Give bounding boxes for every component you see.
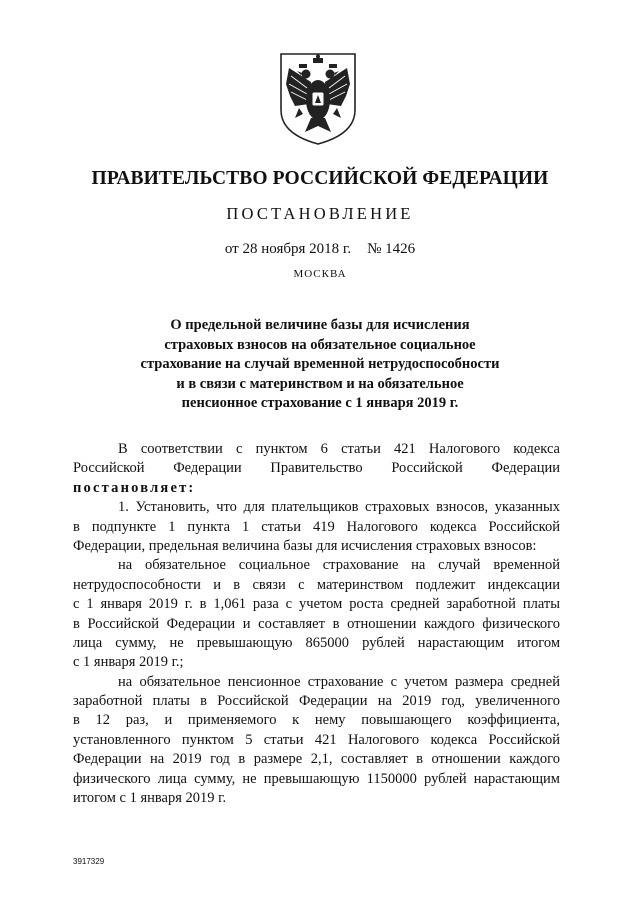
body-line: в Российской Федерации и составляет в отношении каждого физического bbox=[73, 615, 560, 632]
document-date-line bbox=[0, 241, 640, 258]
body-line: с 1 января 2019 г. в 1,061 раза с учетом роста средней заработной платы bbox=[73, 596, 560, 613]
body-line: лица сумму, не превышающую 865000 рублей нарастающим итогом bbox=[73, 634, 560, 651]
government-title: ПРАВИТЕЛЬСТВО РОССИЙСКОЙ ФЕДЕРАЦИИ bbox=[91, 168, 549, 189]
body-line-decree: постановляет: bbox=[73, 479, 196, 496]
body-line: с 1 января 2019 г.; bbox=[73, 654, 184, 671]
body-line: Федерации, предельная величина базы для исчисления страховых взносов: bbox=[73, 537, 537, 554]
body-line: итогом с 1 января 2019 г. bbox=[73, 790, 227, 807]
document-body bbox=[73, 440, 560, 808]
body-line: физического лица сумму, не превышающую 1150000 рублей нарастающим bbox=[73, 770, 560, 787]
subject-line: страхование на случай временной нетрудоспособности bbox=[140, 356, 500, 372]
body-line: В соответствии с пунктом 6 статьи 421 Налогового кодекса bbox=[118, 441, 560, 457]
document-subject bbox=[0, 316, 640, 414]
subject-line: пенсионное страхование с 1 января 2019 г. bbox=[181, 395, 459, 411]
document-type: ПОСТАНОВЛЕНИЕ bbox=[226, 204, 414, 223]
body-line: заработной платы в Российской Федерации на 2019 год, увеличенного bbox=[73, 693, 560, 710]
body-line: в подпункте 1 пункта 1 статьи 419 Налогового кодекса Российской bbox=[73, 518, 560, 535]
document-number: № 1426 bbox=[367, 241, 416, 257]
subject-line: страховых взносов на обязательное социальное bbox=[164, 336, 476, 353]
body-line: на обязательное социальное страхование на случай временной bbox=[118, 557, 560, 574]
body-line: Федерации на 2019 год в размере 2,1, составляет в отношении каждого bbox=[73, 751, 560, 768]
body-line: на обязательное пенсионное страхование с учетом размера средней bbox=[118, 673, 560, 690]
body-line: 1. Установить, что для плательщиков страховых взносов, указанных bbox=[118, 499, 560, 516]
coat-of-arms-icon bbox=[275, 48, 361, 148]
subject-line: и в связи с материнством и на обязательное bbox=[176, 375, 464, 392]
document-code: 3917329 bbox=[73, 857, 105, 866]
body-line: установленного пунктом 5 статьи 421 Налогового кодекса Российской bbox=[73, 731, 560, 748]
body-line: Российской Федерации Правительство Российской Федерации bbox=[73, 460, 560, 477]
document-city: МОСКВА bbox=[293, 268, 347, 280]
body-line: в 12 раз, и применяемого к нему повышающего коэффициента, bbox=[73, 712, 560, 729]
subject-line: О предельной величине базы для исчисления bbox=[170, 317, 470, 333]
body-line: нетрудоспособности и в связи с материнством подлежит индексации bbox=[73, 576, 560, 593]
document-date: от 28 ноября 2018 г. bbox=[224, 241, 352, 257]
